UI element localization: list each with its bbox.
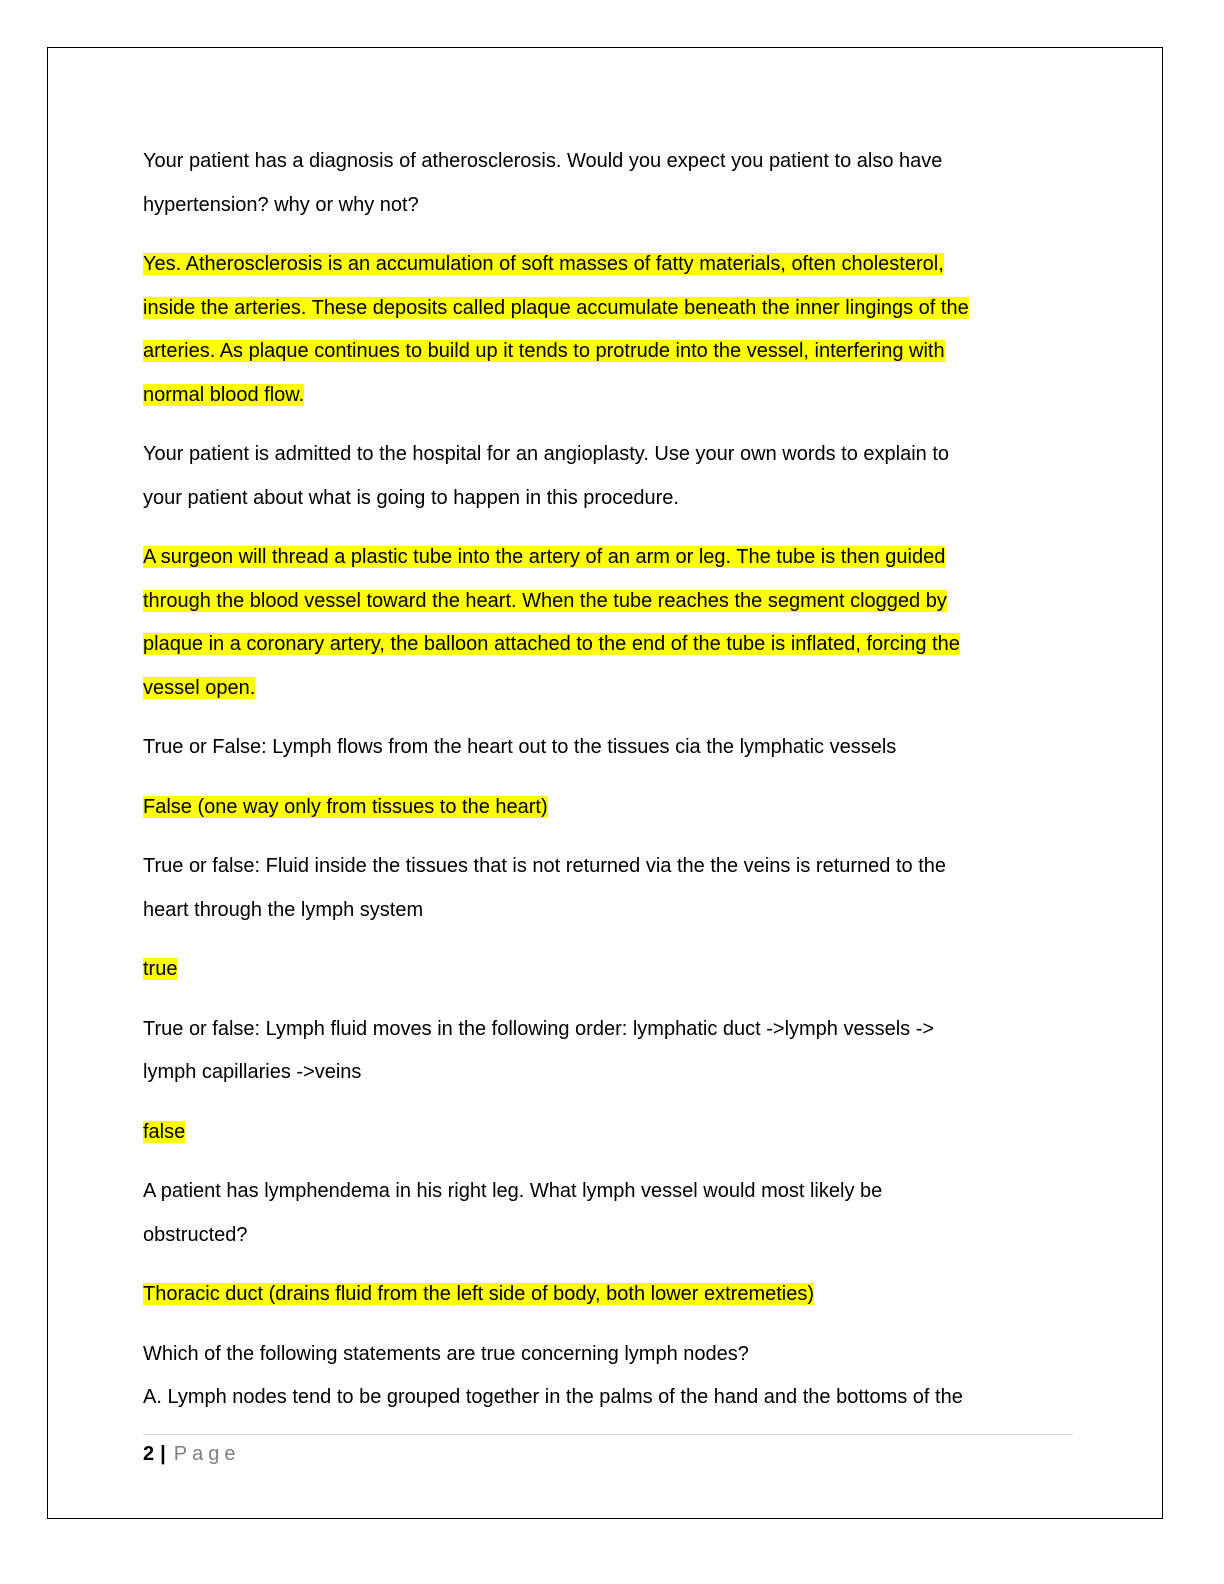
highlighted-answer-line: A surgeon will thread a plastic tube into the artery of an arm or leg. The tube is then guided [143, 546, 946, 568]
answer-angioplasty [143, 536, 1073, 710]
highlighted-answer-line: Thoracic duct (drains fluid from the left side of body, both lower extremeties) [143, 1283, 815, 1305]
answer-lymph-order [143, 1111, 1073, 1155]
question-lymphedema [143, 1170, 1073, 1257]
question-line: Which of the following statements are true concerning lymph nodes? [143, 1342, 749, 1365]
highlighted-answer-line: arteries. As plaque continues to build up it tends to protrude into the vessel, interfering with [143, 340, 945, 362]
question-angioplasty [143, 433, 1073, 520]
highlighted-answer-line: inside the arteries. These deposits called plaque accumulate beneath the inner lingings of the [143, 296, 969, 319]
answer-lymph-flow [143, 786, 1073, 830]
question-line: lymph capillaries ->veins [143, 1061, 362, 1083]
question-lymph-flow [143, 726, 1073, 770]
question-lymph-return [143, 845, 1073, 932]
highlighted-answer-line: plaque in a coronary artery, the balloon attached to the end of the tube is inflated, forcing the [143, 633, 960, 655]
page-label: Page [173, 1443, 241, 1465]
question-line: your patient about what is going to happen in this procedure. [143, 486, 679, 509]
question-line: obstructed? [143, 1223, 248, 1246]
highlighted-answer-line: true [143, 958, 178, 980]
question-line: A. Lymph nodes tend to be grouped together in the palms of the hand and the bottoms of the [143, 1386, 963, 1408]
question-line: Your patient is admitted to the hospital for an angioplasty. Use your own words to explain to [143, 443, 950, 465]
highlighted-answer-line: false [143, 1120, 186, 1143]
page-footer [143, 1441, 240, 1467]
highlighted-answer-line: through the blood vessel toward the heart. When the tube reaches the segment clogged by [143, 589, 947, 612]
question-atherosclerosis [143, 140, 1073, 227]
question-line: True or false: Lymph fluid moves in the following order: lymphatic duct ->lymph vessels -> [143, 1017, 935, 1040]
answer-lymph-return [143, 948, 1073, 992]
question-line: Your patient has a diagnosis of atherosclerosis. Would you expect you patient to also have [143, 150, 943, 172]
answer-atherosclerosis [143, 243, 1073, 417]
page-number: 2 [143, 1443, 155, 1465]
question-lymph-nodes [143, 1333, 1073, 1420]
highlighted-answer-line: normal blood flow. [143, 383, 305, 406]
question-line: heart through the lymph system [143, 898, 424, 921]
question-line: True or False: Lymph flows from the heart out to the tissues cia the lymphatic vessels [143, 736, 897, 758]
question-line: hypertension? why or why not? [143, 193, 419, 216]
footer-divider [143, 1434, 1073, 1435]
question-lymph-order [143, 1008, 1073, 1095]
highlighted-answer-line: False (one way only from tissues to the heart) [143, 795, 548, 818]
highlighted-answer-line: Yes. Atherosclerosis is an accumulation of soft masses of fatty materials, often cholesterol, [143, 253, 944, 275]
document-body [143, 140, 1073, 1420]
footer-separator: | [160, 1443, 166, 1465]
answer-lymphedema [143, 1273, 1073, 1317]
question-line: True or false: Fluid inside the tissues that is not returned via the the veins is returned to the [143, 855, 947, 877]
highlighted-answer-line: vessel open. [143, 676, 256, 699]
question-line: A patient has lymphendema in his right leg. What lymph vessel would most likely be [143, 1180, 883, 1202]
